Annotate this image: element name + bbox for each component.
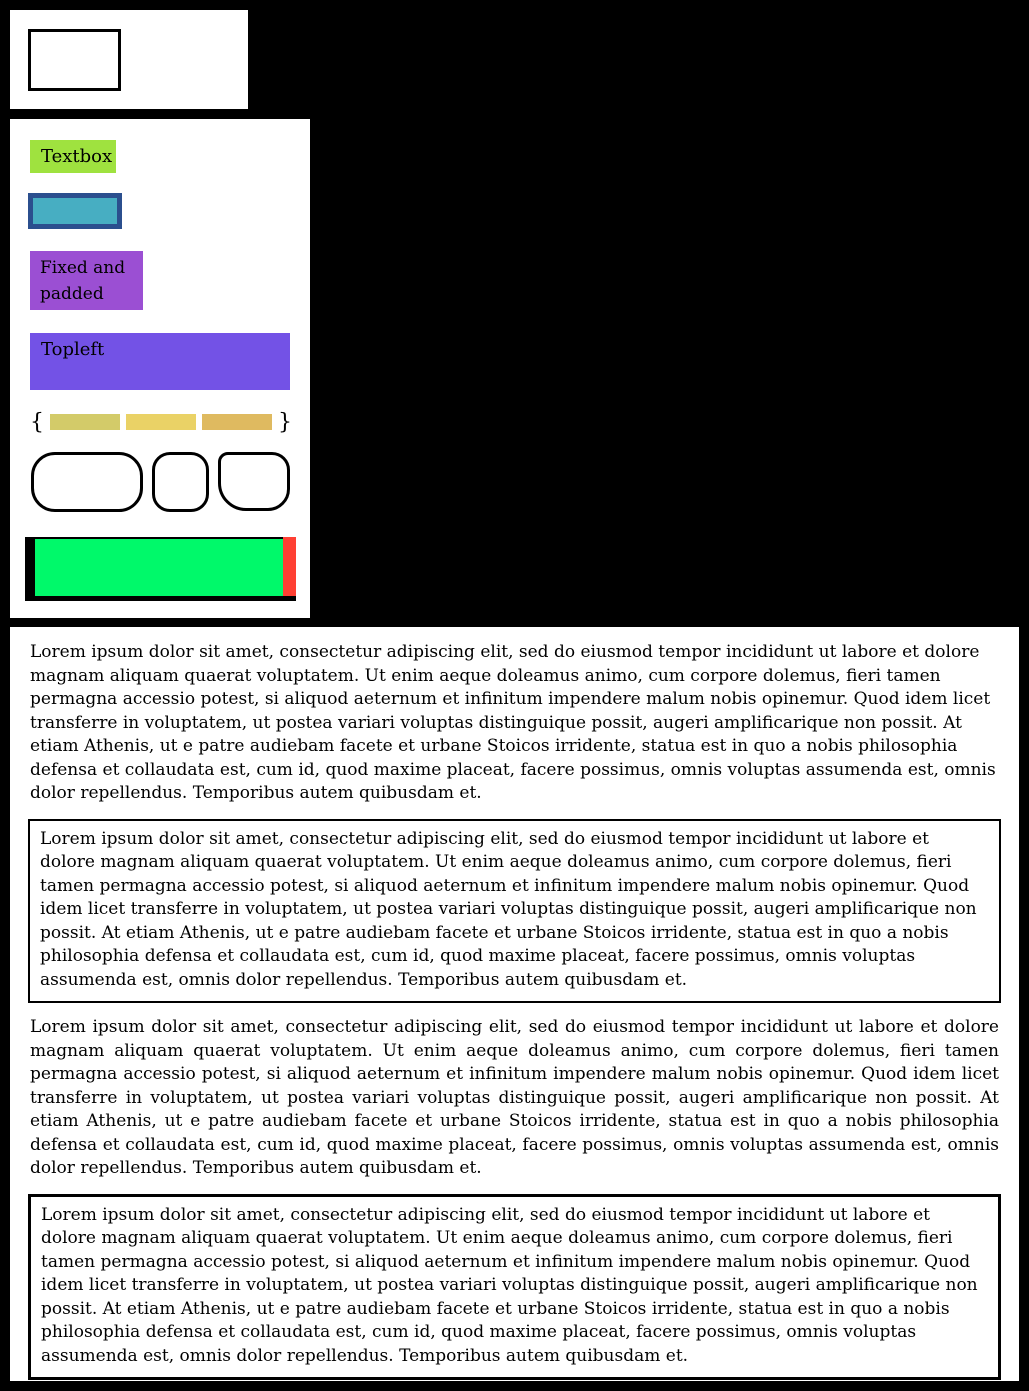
rounded-box-row [31, 452, 290, 512]
color-strip-3 [202, 414, 272, 430]
widget-panel [10, 119, 310, 618]
color-strip-2 [126, 414, 196, 430]
progress-remainder [283, 537, 296, 596]
bordered-paragraph-2 [28, 1194, 1001, 1381]
textbox-label: Textbox [30, 140, 116, 173]
progress-fill [35, 539, 283, 596]
top-card [10, 10, 248, 109]
paragraph-2-justified: Lorem ipsum dolor sit amet, consectetur adipiscing elit, sed do eiusmod tempor incididunt ut labore et dolore magnam aliquam quaerat voluptatem. Ut enim aeque doleamus animo, cum corpore dolemus, fieri tamen permagna accessio potest, si aliquod aeternum et infinitum impendere malum nobis opinemur. Quod idem licet transferre in voluptatem, ut postea variari voluptas distinguique possit, augeri amplificarique non possit. At etiam Athenis, ut e patre audiebam facete et urbane Stoicos irridente, statua est in quo a nobis philosophia defensa et collaudata est, cum id, quod maxime placeat, facere possimus, omnis voluptas assumenda est, omnis dolor repellendus. Temporibus autem quibusdam et. [30, 1017, 999, 1178]
outlined-box [28, 29, 121, 91]
progress-bar [25, 537, 296, 601]
topleft-box: Topleft [30, 333, 290, 390]
document-section [10, 627, 1019, 1381]
bordered-paragraph-1-text: Lorem ipsum dolor sit amet, consectetur adipiscing elit, sed do eiusmod tempor incididunt ut labore et dolore magnam aliquam quaerat voluptatem. Ut enim aeque doleamus animo, cum corpore dolemus, fieri tamen permagna accessio potest, si aliquod aeternum et infinitum impendere malum nobis opinemur. Quod idem licet transferre in voluptatem, ut postea variari voluptas distinguique possit, augeri amplificarique non possit. At etiam Athenis, ut e patre audiebam facete et urbane Stoicos irridente, statua est in quo a nobis philosophia defensa et collaudata est, cum id, quod maxime placeat, facere possimus, omnis voluptas assumenda est, omnis dolor repellendus. Temporibus autem quibusdam et. [40, 828, 977, 990]
rounded-box-1 [31, 452, 143, 512]
color-strip-1 [50, 414, 120, 430]
fixed-padded-box: Fixed and padded [30, 251, 143, 310]
rounded-box-2 [152, 452, 209, 512]
rounded-box-3 [218, 452, 290, 511]
brace-strip-row [30, 406, 292, 438]
paragraph-1: Lorem ipsum dolor sit amet, consectetur adipiscing elit, sed do eiusmod tempor incididunt ut labore et dolore magnam aliquam quaerat voluptatem. Ut enim aeque doleamus animo, cum corpore dolemus, fieri tamen permagna accessio potest, si aliquod aeternum et infinitum impendere malum nobis opinemur. Quod idem licet transferre in voluptatem, ut postea variari voluptas distinguique possit, augeri amplificarique non possit. At etiam Athenis, ut e patre audiebam facete et urbane Stoicos irridente, statua est in quo a nobis philosophia defensa et collaudata est, cum id, quod maxime placeat, facere possimus, omnis voluptas assumenda est, omnis dolor repellendus. Temporibus autem quibusdam et. [30, 642, 996, 803]
brace-close: } [278, 409, 292, 435]
brace-open: { [30, 409, 44, 435]
textbox-input[interactable] [28, 193, 122, 229]
bordered-paragraph-1 [28, 819, 1001, 1004]
bordered-paragraph-2-text: Lorem ipsum dolor sit amet, consectetur adipiscing elit, sed do eiusmod tempor incididunt ut labore et dolore magnam aliquam quaerat voluptatem. Ut enim aeque doleamus animo, cum corpore dolemus, fieri tamen permagna accessio potest, si aliquod aeternum et infinitum impendere malum nobis opinemur. Quod idem licet transferre in voluptatem, ut postea variari voluptas distinguique possit, augeri amplificarique non possit. At etiam Athenis, ut e patre audiebam facete et urbane Stoicos irridente, statua est in quo a nobis philosophia defensa et collaudata est, cum id, quod maxime placeat, facere possimus, omnis voluptas assumenda est, omnis dolor repellendus. Temporibus autem quibusdam et. [41, 1204, 978, 1366]
